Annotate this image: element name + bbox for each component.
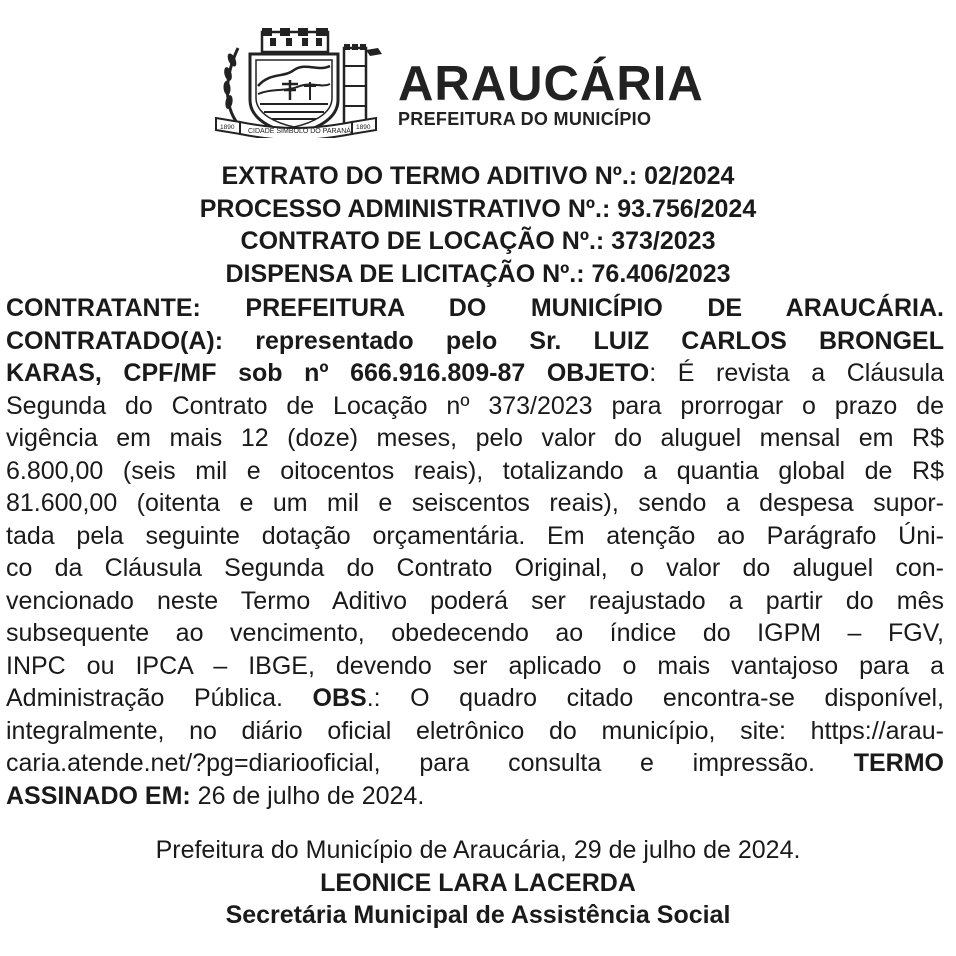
brand-name: ARAUCÁRIA	[398, 57, 704, 111]
object-text: : É revista a Cláusula	[649, 359, 945, 387]
body-line: subsequente ao vencimento, obedecendo ao índice do IGPM – FGV,	[6, 619, 944, 647]
svg-text:1890: 1890	[356, 124, 371, 131]
body-text: Administração Pública.	[6, 684, 313, 712]
body-line: Segunda do Contrato de Locação nº 373/2023 para prorrogar o prazo de	[6, 391, 944, 420]
document-body	[6, 292, 944, 812]
signed-label-part2: ASSINADO EM:	[6, 781, 191, 810]
body-line: 81.600,00 (oitenta e um mil e seiscentos reais), sendo a despesa supor-	[6, 489, 944, 517]
title-process: PROCESSO ADMINISTRATIVO Nº.: 93.756/2024	[199, 194, 757, 223]
signer-role: Secretária Municipal de Assistência Social	[225, 901, 731, 929]
document-footer	[0, 834, 956, 932]
signed-label-part1: TERMO	[853, 749, 944, 777]
body-line	[6, 292, 944, 325]
title-extract: EXTRATO DO TERMO ADITIVO Nº.: 02/2024	[221, 162, 735, 190]
site-url-text: caria.atende.net/?pg=diariooficial, para consulta e impressão.	[6, 749, 854, 777]
body-line: co da Cláusula Segunda do Contrato Original, o valor do aluguel con-	[6, 554, 944, 582]
document-titles	[0, 160, 956, 290]
body-line	[6, 357, 944, 390]
document-header	[210, 26, 750, 141]
body-line	[6, 325, 944, 358]
place-date: Prefeitura do Município de Araucária, 29 de julho de 2024.	[155, 836, 801, 864]
body-line: vencionado neste Termo Aditivo poderá ser reajustado a partir do mês	[6, 586, 944, 615]
obs-label: OBS	[312, 684, 367, 712]
body-line: vigência em mais 12 (doze) meses, pelo valor do aluguel mensal em R$	[6, 424, 944, 452]
obs-text: .: O quadro citado encontra-se disponível,	[366, 684, 944, 712]
body-line	[6, 682, 944, 715]
contracted-id: KARAS, CPF/MF sob nº 666.916.809-87 OBJETO	[6, 359, 650, 387]
body-line: 6.800,00 (seis mil e oitocentos reais), totalizando a quantia global de R$	[6, 456, 944, 485]
signer-name: LEONICE LARA LACERDA	[320, 868, 636, 897]
brand-subtitle: PREFEITURA DO MUNICÍPIO	[398, 109, 652, 129]
title-contract: CONTRATO DE LOCAÇÃO Nº.: 373/2023	[240, 227, 716, 255]
municipal-coat-of-arms	[210, 26, 390, 138]
contracted-party: CONTRATADO(A): representado pelo Sr. LUIZ CARLOS BRONGEL	[6, 326, 944, 355]
title-waiver: DISPENSA DE LICITAÇÃO Nº.: 76.406/2023	[225, 259, 731, 288]
signed-date: 26 de julho de 2024.	[190, 781, 425, 810]
svg-text:CIDADE SÍMBOLO DO PARANÁ: CIDADE SÍMBOLO DO PARANÁ	[248, 128, 351, 135]
contracting-party: CONTRATANTE: PREFEITURA DO MUNICÍPIO DE ARAUCÁRIA.	[6, 294, 944, 322]
brand-block	[398, 57, 704, 130]
body-line: integralmente, no diário oficial eletrônico do município, site: https://arau-	[6, 716, 944, 745]
body-line: INPC ou IPCA – IBGE, devendo ser aplicado o mais vantajoso para a	[6, 651, 944, 680]
body-line	[6, 780, 944, 813]
body-line: tada pela seguinte dotação orçamentária. Em atenção ao Parágrafo Úni-	[6, 521, 944, 550]
body-line	[6, 747, 944, 780]
svg-text:1890: 1890	[220, 124, 235, 131]
